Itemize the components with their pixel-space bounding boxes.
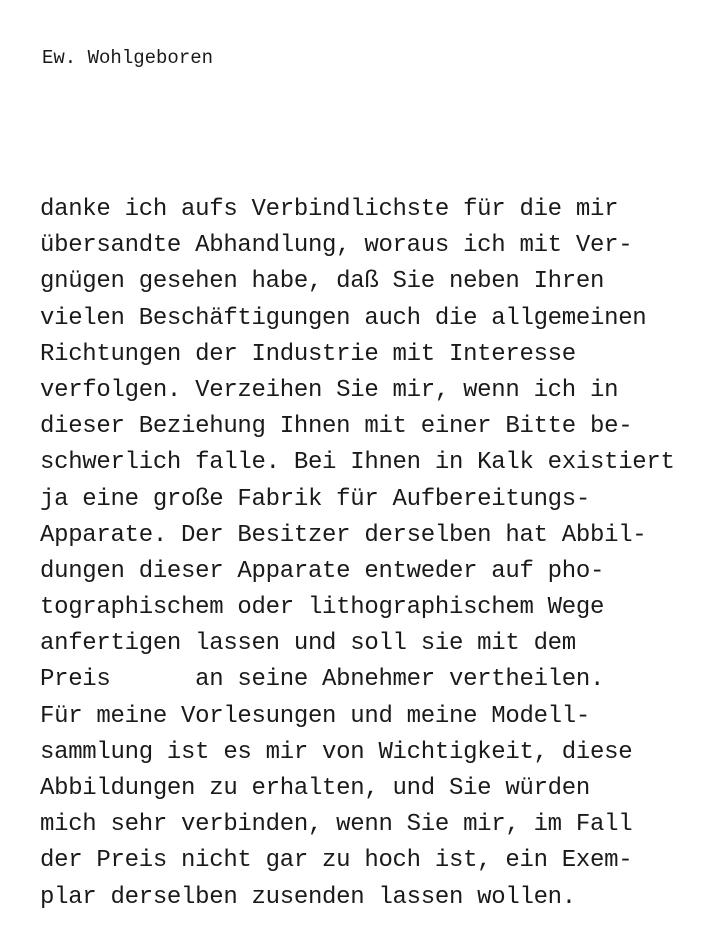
body-line: dungen dieser Apparate entweder auf pho- xyxy=(40,557,605,585)
body-line: tographischem oder lithographischem Wege xyxy=(40,594,605,622)
body-line: danke ich aufs Verbindlichste für die mir xyxy=(40,196,619,223)
body-line: vielen Beschäftigungen auch die allgemeinen xyxy=(40,304,647,332)
body-line: schwerlich falle. Bei Ihnen in Kalk existiert xyxy=(40,449,675,477)
body-line: ja eine große Fabrik für Aufbereitungs- xyxy=(40,485,590,513)
body-line: der Preis nicht gar zu hoch ist, ein Exem- xyxy=(40,847,633,875)
body-line: gnügen gesehen habe, daß Sie neben Ihren xyxy=(40,268,605,296)
body-line: plar derselben zusenden lassen wollen. xyxy=(40,883,576,911)
body-line: dieser Beziehung Ihnen mit einer Bitte be- xyxy=(40,413,633,441)
body-line: anfertigen lassen und soll sie mit dem xyxy=(40,630,576,658)
body-line: sammlung ist es mir von Wichtigkeit, diese xyxy=(40,738,633,766)
body-line: Preis an seine Abnehmer vertheilen. xyxy=(40,666,605,694)
body-line: Für meine Vorlesungen und meine Modell- xyxy=(40,702,590,730)
body-line: Abbildungen zu erhalten, und Sie würden xyxy=(40,775,590,802)
body-line: Richtungen der Industrie mit Interesse xyxy=(40,340,576,368)
salutation: Ew. Wohlgeboren xyxy=(42,47,214,69)
body-line: Apparate. Der Besitzer derselben hat Abbil- xyxy=(40,521,647,549)
letter-body xyxy=(40,192,675,916)
body-line: übersandte Abhandlung, woraus ich mit Ver- xyxy=(40,232,633,260)
body-line: mich sehr verbinden, wenn Sie mir, im Fall xyxy=(40,811,633,839)
body-line: verfolgen. Verzeihen Sie mir, wenn ich in xyxy=(40,376,619,404)
